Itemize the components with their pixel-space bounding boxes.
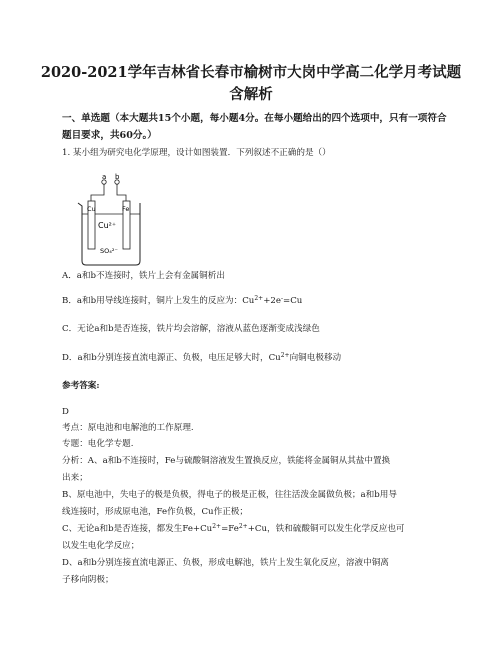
analysis-a-line1: 分析：A、a和b不连接时，Fe与硫酸铜溶液发生置换反应，铁能将金属铜从其盐中置换 bbox=[62, 456, 391, 466]
label-sulfate: SO₄²⁻ bbox=[100, 247, 118, 255]
analysis-b-line2: 线连接时，形成原电池，Fe作负极，Cu作正极； bbox=[62, 507, 248, 517]
electrochemistry-apparatus-figure bbox=[74, 173, 160, 269]
label-cu2plus: Cu²⁺ bbox=[98, 221, 117, 230]
answer-heading: 参考答案: bbox=[62, 381, 100, 391]
analysis-d-line1: D、a和b分别连接直流电源正、负极，形成电解池，铁片上发生氧化反应，溶液中铜离 bbox=[62, 558, 389, 568]
label-fe: Fe bbox=[122, 205, 130, 213]
label-cu: Cu bbox=[87, 205, 96, 213]
zhuanti-line: 专题：电化学专题. bbox=[62, 439, 134, 449]
label-a: a bbox=[102, 173, 107, 181]
section-heading: 一、单选题（本大题共15个小题，每小题4分。在每小题给出的四个选项中，只有一项符合题目要求，共60分。） bbox=[62, 113, 447, 141]
analysis-b-line1: B、原电池中，失电子的极是负极，得电子的极是正极，往往活泼金属做负极；a和b用导 bbox=[62, 490, 397, 500]
answer-choice: D bbox=[62, 407, 69, 417]
kaodian-line: 考点：原电池和电解池的工作原理. bbox=[62, 423, 194, 433]
analysis-c-line2: 以发生电化学反应； bbox=[62, 541, 140, 551]
analysis-c-line1: C、无论a和b是否连接，都发生$Fe+Cu^{2+}=Fe^{2+}+Cu$，铁和硫酸铜可以发生化学反应也可 bbox=[62, 523, 405, 534]
document-title: 2020-2021学年吉林省长春市榆树市大岗中学高二化学月考试题含解析 bbox=[40, 64, 462, 103]
question-stem: 1. 某小组为研究电化学原理，设计如图装置．下列叙述不正确的是（） bbox=[62, 148, 331, 158]
option-a: A．a和b不连接时，铁片上会有金属铜析出 bbox=[62, 271, 225, 281]
option-b: B．a和b用导线连接时，铜片上发生的反应为：$Cu^{2+}+2e^-=Cu$ bbox=[62, 295, 303, 306]
option-d: D．a和b分别连接直流电源正、负极，电压足够大时，$Cu^{2+}$向铜电极移动 bbox=[62, 352, 342, 363]
analysis-d-line2: 子移向阴极； bbox=[62, 575, 114, 585]
label-b: b bbox=[115, 173, 120, 181]
analysis-a-line2: 出来； bbox=[62, 473, 88, 483]
option-c: C．无论a和b是否连接，铁片均会溶解，溶液从蓝色逐渐变成浅绿色 bbox=[62, 324, 320, 334]
wire-b bbox=[117, 184, 126, 201]
wire-a bbox=[91, 184, 104, 201]
